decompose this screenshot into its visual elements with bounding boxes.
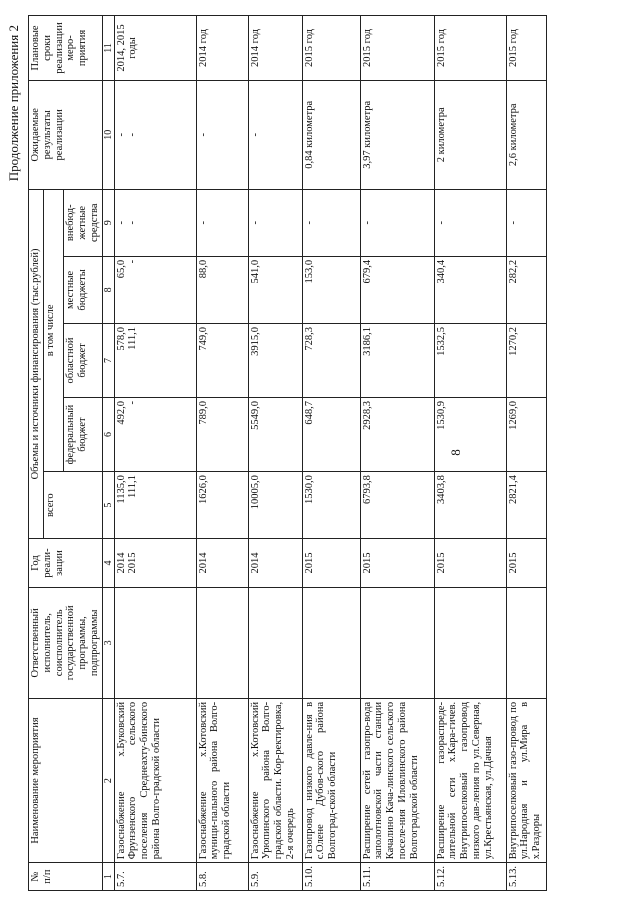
- row-number: 5.8.: [196, 863, 248, 891]
- offbudget-cell: -: [360, 189, 434, 256]
- offbudget-cell: -: [196, 189, 248, 256]
- column-number: 5: [102, 472, 114, 539]
- measure-name: Расширение газораспреде-лительной сети х.Кара-гичев. Внутрипоселковый газопровод низкого дав-ления по ул.Северная, ул.Крестьянская, ул.Дачная: [434, 698, 506, 862]
- table-row: [248, 16, 302, 891]
- federal-cell: 789,0: [196, 398, 248, 472]
- col-executor-header: Ответственный исполнитель, соисполнитель государственной программы, подпрограммы: [29, 587, 103, 698]
- planned-term-cell: 2015 год: [506, 16, 546, 81]
- expected-result-cell: 2,6 километра: [506, 80, 546, 189]
- row-number: 5.11.: [360, 863, 434, 891]
- row-number: 5.10.: [302, 863, 360, 891]
- offbudget-cell: -: [248, 189, 302, 256]
- regional-cell: 578,0 111,1: [114, 323, 196, 397]
- measure-name: Внутрипоселковый газо-провод по ул.Народная и ул.Мира в х.Раздоры: [506, 698, 546, 862]
- measure-name: Газопровод низкого давле-ния в с.Олене Дубов-ского района Волгоград-ской области: [302, 698, 360, 862]
- executor-cell: [434, 587, 506, 698]
- planned-term-cell: 2014, 2015 годы: [114, 16, 196, 81]
- planned-term-cell: 2015 год: [360, 16, 434, 81]
- offbudget-cell: -: [506, 189, 546, 256]
- column-number: 4: [102, 539, 114, 588]
- page-number: 8: [448, 449, 463, 456]
- federal-cell: 2928,3: [360, 398, 434, 472]
- executor-cell: [302, 587, 360, 698]
- offbudget-cell: - -: [114, 189, 196, 256]
- federal-cell: 648,7: [302, 398, 360, 472]
- table-row: [434, 16, 506, 891]
- measure-name: Расширение сетей газопро-вода заполотновской части станции Качалино Кача-линского сельского поселе-ния Иловлинского района Волгоградской области: [360, 698, 434, 862]
- total-cell: 6793,8: [360, 472, 434, 539]
- col-local-header: местные бюджеты: [64, 256, 102, 323]
- regional-cell: 3186,1: [360, 323, 434, 397]
- local-cell: 679,4: [360, 256, 434, 323]
- col-total-header: всего: [43, 472, 102, 539]
- regional-cell: 1532,5: [434, 323, 506, 397]
- col-volume-group-header: Объемы и источники финансирования (тыс.рублей): [29, 189, 44, 539]
- column-number: 6: [102, 398, 114, 472]
- row-number: 5.12.: [434, 863, 506, 891]
- total-cell: 2821,4: [506, 472, 546, 539]
- col-regional-header: областной бюджет: [64, 323, 102, 397]
- col-expected-header: Ожидаемые результаты реализации: [29, 80, 103, 189]
- regional-cell: 728,3: [302, 323, 360, 397]
- expected-result-cell: 0,84 километра: [302, 80, 360, 189]
- expected-result-cell: 2 километра: [434, 80, 506, 189]
- total-cell: 3403,8: [434, 472, 506, 539]
- executor-cell: [248, 587, 302, 698]
- column-number-row: [102, 16, 114, 891]
- year-cell: 2015: [302, 539, 360, 588]
- year-cell: 2015: [360, 539, 434, 588]
- local-cell: 88,0: [196, 256, 248, 323]
- table-body: [114, 16, 546, 891]
- col-federal-header: федеральный бюджет: [64, 398, 102, 472]
- year-cell: 2014: [248, 539, 302, 588]
- expected-result-cell: -: [248, 80, 302, 189]
- local-cell: 65,0 -: [114, 256, 196, 323]
- local-cell: 541,0: [248, 256, 302, 323]
- col-num-header: № п/п: [29, 863, 103, 891]
- column-number: 2: [102, 698, 114, 862]
- year-cell: 2014 2015: [114, 539, 196, 588]
- total-cell: 1135,0 111,1: [114, 472, 196, 539]
- table-row: [114, 16, 196, 891]
- planned-term-cell: 2014 год: [196, 16, 248, 81]
- appendix-caption: Продолжение приложения 2: [6, 25, 21, 182]
- col-name-header: Наименование мероприятия: [29, 698, 103, 862]
- total-cell: 1530,0: [302, 472, 360, 539]
- federal-cell: 492,0 -: [114, 398, 196, 472]
- planned-term-cell: 2015 год: [302, 16, 360, 81]
- column-number: 8: [102, 256, 114, 323]
- measure-name: Газоснабжение х.Буковский Фрунзенского сельского поселения Среднеахту-бинского района Волго-градской области: [114, 698, 196, 862]
- local-cell: 282,2: [506, 256, 546, 323]
- column-number: 7: [102, 323, 114, 397]
- year-cell: 2015: [506, 539, 546, 588]
- federal-cell: 1269,0: [506, 398, 546, 472]
- executor-cell: [114, 587, 196, 698]
- financing-table: [28, 15, 547, 891]
- planned-term-cell: 2014 год: [248, 16, 302, 81]
- planned-term-cell: 2015 год: [434, 16, 506, 81]
- table-row: [196, 16, 248, 891]
- row-number: 5.7.: [114, 863, 196, 891]
- expected-result-cell: 3,97 километра: [360, 80, 434, 189]
- total-cell: 10005,0: [248, 472, 302, 539]
- expected-result-cell: -: [196, 80, 248, 189]
- total-cell: 1626,0: [196, 472, 248, 539]
- measure-name: Газоснабжение х.Котовский муници-пального района Волго-градской области: [196, 698, 248, 862]
- executor-cell: [196, 587, 248, 698]
- local-cell: 153,0: [302, 256, 360, 323]
- row-number: 5.13.: [506, 863, 546, 891]
- offbudget-cell: -: [434, 189, 506, 256]
- column-number: 9: [102, 189, 114, 256]
- col-offbudget-header: внебюд-жетные средства: [64, 189, 102, 256]
- local-cell: 340,4: [434, 256, 506, 323]
- regional-cell: 1270,2: [506, 323, 546, 397]
- regional-cell: 3915,0: [248, 323, 302, 397]
- table-row: [506, 16, 546, 891]
- col-including-header: в том числе: [43, 189, 64, 471]
- expected-result-cell: - -: [114, 80, 196, 189]
- offbudget-cell: -: [302, 189, 360, 256]
- executor-cell: [360, 587, 434, 698]
- table-row: [360, 16, 434, 891]
- federal-cell: 5549,0: [248, 398, 302, 472]
- column-number: 1: [102, 863, 114, 891]
- measure-name: Газоснабжение х.Котовский Урюпинского района Волго-градской области. Кор-ректировка, 2-я очередь: [248, 698, 302, 862]
- col-year-header: Год реали-зации: [29, 539, 103, 588]
- year-cell: 2015: [434, 539, 506, 588]
- row-number: 5.9.: [248, 863, 302, 891]
- column-number: 3: [102, 587, 114, 698]
- table-row: [302, 16, 360, 891]
- column-number: 11: [102, 16, 114, 81]
- executor-cell: [506, 587, 546, 698]
- col-planned-header: Плановые сроки реализации меро-приятия: [29, 16, 103, 81]
- federal-cell: 1530,9: [434, 398, 506, 472]
- column-number: 10: [102, 80, 114, 189]
- regional-cell: 749,0: [196, 323, 248, 397]
- year-cell: 2014: [196, 539, 248, 588]
